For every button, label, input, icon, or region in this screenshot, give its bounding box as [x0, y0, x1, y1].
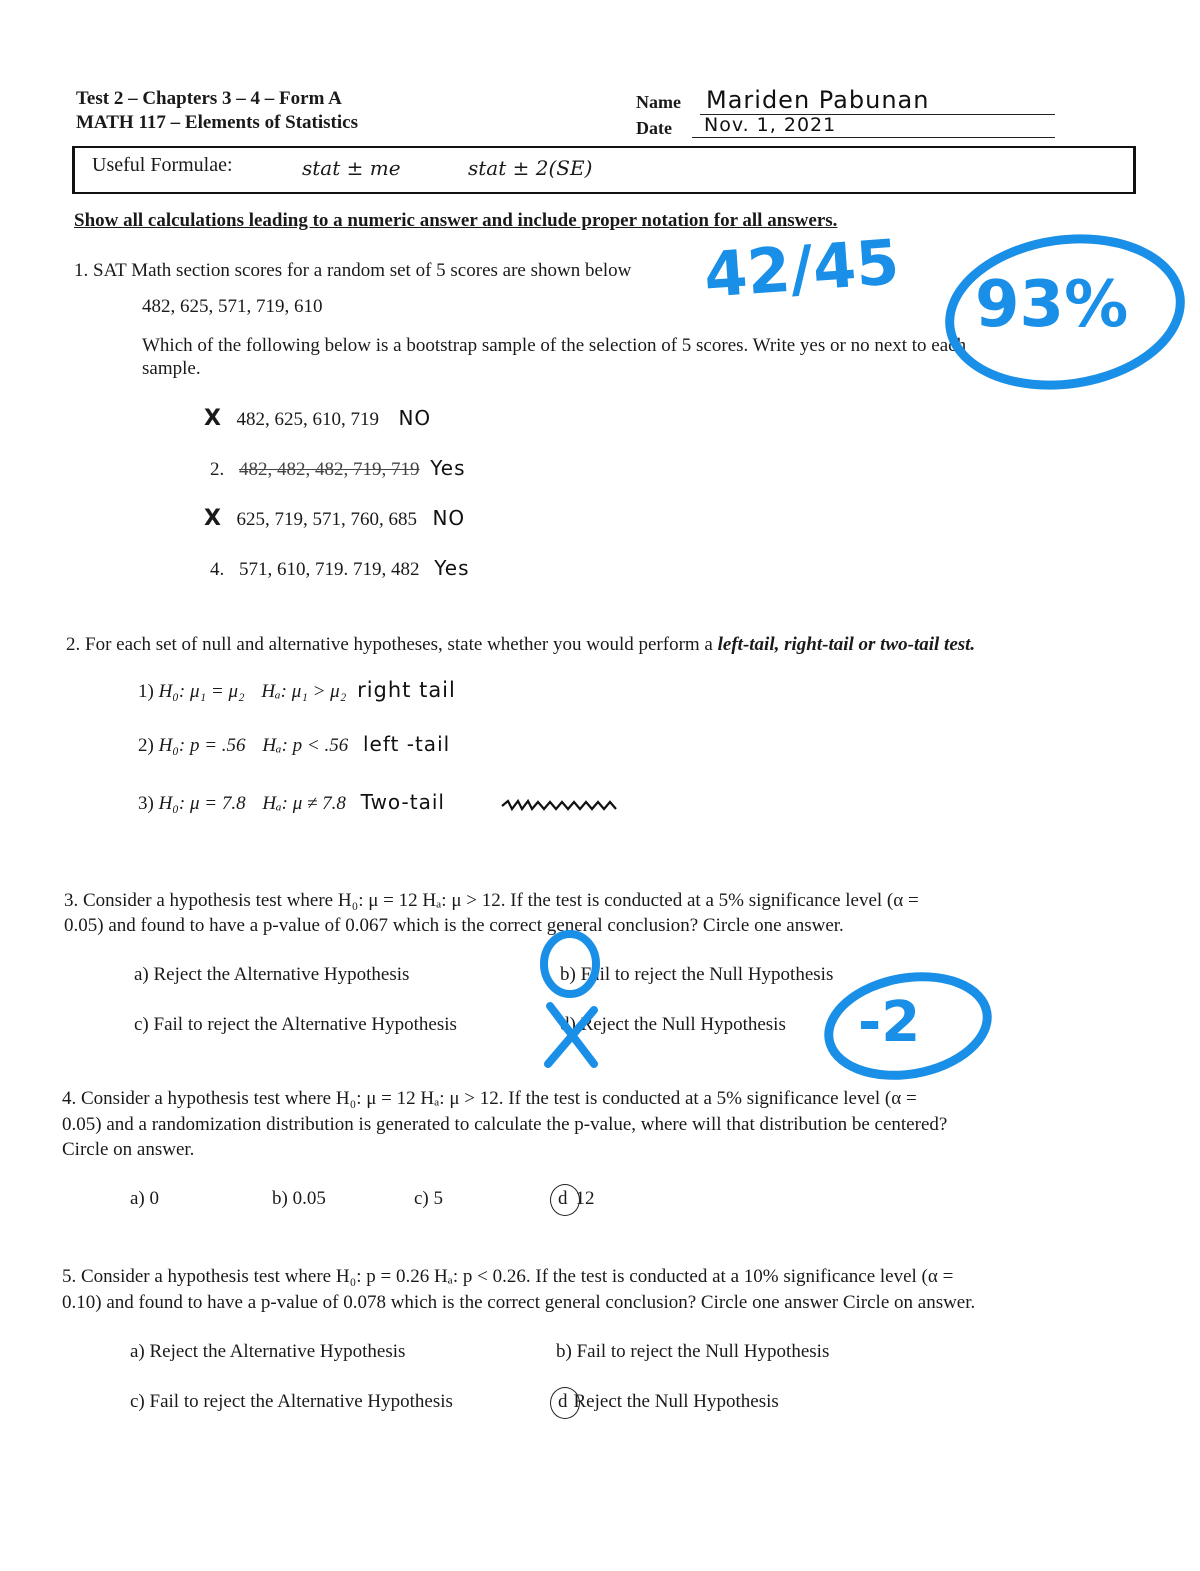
- q2-item-3-answer[interactable]: Two-tail: [360, 790, 445, 814]
- course-title: MATH 117 – Elements of Statistics: [76, 112, 358, 133]
- q2-text-emph: left-tail, right-tail or two-tail test.: [717, 634, 976, 655]
- q1-option-3-marker: X: [204, 506, 221, 531]
- q2-item-1-h0: H₀: μ₁ = μ₂: [158, 681, 245, 702]
- q4-option-b[interactable]: b) 0.05: [272, 1188, 326, 1209]
- q3-option-a[interactable]: a) Reject the Alternative Hypothesis: [134, 964, 410, 985]
- q5-option-d[interactable]: [554, 1391, 779, 1413]
- q5-option-b[interactable]: b) Fail to reject the Null Hypothesis: [556, 1341, 830, 1362]
- q1-text: 1. SAT Math section scores for a random set of 5 scores are shown below: [74, 260, 632, 281]
- q2-item-2-answer[interactable]: left -tail: [363, 732, 451, 756]
- test-title: Test 2 – Chapters 3 – 4 – Form A: [76, 88, 342, 109]
- q1-scores: 482, 625, 571, 719, 610: [142, 296, 323, 317]
- q1-option-1-answer[interactable]: NO: [398, 406, 432, 430]
- q1-option-1-values: 482, 625, 610, 719: [236, 409, 379, 430]
- formula-1: stat ± me: [302, 156, 401, 180]
- q4-option-a[interactable]: a) 0: [130, 1188, 160, 1209]
- q1-option-2-answer[interactable]: Yes: [430, 456, 466, 480]
- q4-line1: 4. Consider a hypothesis test where H₀: μ = 12 Hₐ: μ > 12. If the test is conducted at a 5% significance level (α =: [62, 1088, 917, 1109]
- q4-option-c[interactable]: c) 5: [414, 1188, 444, 1209]
- q3-line2: 0.05) and found to have a p-value of 0.067 which is the correct general conclusion? Circle one answer.: [64, 915, 844, 936]
- date-value[interactable]: Nov. 1, 2021: [704, 114, 837, 136]
- q2-item-2-ha: Hₐ: p < .56: [262, 735, 349, 756]
- formula-label: Useful Formulae:: [92, 154, 233, 176]
- q1-option-4-marker: 4.: [210, 559, 225, 580]
- q1-option-3: [204, 505, 465, 531]
- q1-option-4-answer[interactable]: Yes: [434, 556, 470, 580]
- q2-item-2: [138, 732, 450, 757]
- q2-item-1-ha: Hₐ: μ₁ > μ₂: [261, 681, 347, 702]
- q2-text-start: 2. For each set of null and alternative hypotheses, state whether you would perform a: [66, 634, 718, 655]
- q5-option-a[interactable]: a) Reject the Alternative Hypothesis: [130, 1341, 406, 1362]
- q1-option-2-marker: 2.: [210, 459, 225, 480]
- q2-item-1-answer[interactable]: right tail: [357, 678, 456, 702]
- q2-item-1-num: 1): [138, 681, 154, 702]
- q3-option-c[interactable]: c) Fail to reject the Alternative Hypothesis: [134, 1014, 457, 1035]
- q2-item-3-ha: Hₐ: μ ≠ 7.8: [262, 793, 346, 814]
- name-label: Name: [636, 92, 681, 112]
- formula-2: stat ± 2(SE): [468, 156, 593, 180]
- q2-item-1: [138, 678, 456, 703]
- q3-option-d[interactable]: d) Reject the Null Hypothesis: [560, 1014, 786, 1035]
- q2-item-3-num: 3): [138, 793, 154, 814]
- q4-option-d-value: 12: [575, 1188, 595, 1209]
- q5-option-c[interactable]: c) Fail to reject the Alternative Hypothesis: [130, 1391, 453, 1412]
- q1-option-1: [204, 405, 431, 431]
- q1-option-4-values: 571, 610, 719. 719, 482: [239, 559, 420, 580]
- q5-option-d-letter: d: [558, 1391, 568, 1412]
- q1-option-2: [210, 456, 466, 481]
- scribble-mark: [500, 798, 620, 812]
- q1-option-4: [210, 556, 470, 581]
- q4-option-d-letter: d: [558, 1188, 568, 1209]
- date-underline: [692, 137, 1055, 138]
- grade-deduction: -2: [858, 990, 921, 1055]
- q1-option-1-marker: X: [204, 406, 221, 431]
- q3-wrong-mark: [536, 924, 606, 1074]
- grade-score: 42/45: [701, 225, 902, 312]
- q2-item-2-num: 2): [138, 735, 154, 756]
- q4-line3: Circle on answer.: [62, 1139, 195, 1160]
- q1-prompt-2: sample.: [142, 358, 201, 379]
- q5-option-d-text: Reject the Null Hypothesis: [573, 1391, 779, 1412]
- q3-line1: 3. Consider a hypothesis test where H₀: μ = 12 Hₐ: μ > 12. If the test is conducted at a 5% significance level (α =: [64, 890, 919, 911]
- q4-option-d[interactable]: [554, 1188, 595, 1210]
- q2-item-3-h0: H₀: μ = 7.8: [158, 793, 246, 814]
- instructions: Show all calculations leading to a numeric answer and include proper notation for all answers.: [74, 210, 838, 231]
- q1-option-3-values: 625, 719, 571, 760, 685: [236, 509, 417, 530]
- date-label: Date: [636, 118, 672, 138]
- q5-line2: 0.10) and found to have a p-value of 0.078 which is the correct general conclusion? Circle one answer Circle on answer.: [62, 1292, 976, 1313]
- scribble-icon: [500, 798, 620, 812]
- q2-item-2-h0: H₀: p = .56: [158, 735, 246, 756]
- grade-percent: 93%: [975, 268, 1129, 342]
- q3-wrong-mark-icon: [536, 924, 606, 1074]
- q1-option-3-answer[interactable]: NO: [432, 506, 466, 530]
- q4-line2: 0.05) and a randomization distribution is generated to calculate the p-value, where will that distribution be centered?: [62, 1114, 948, 1135]
- q2-item-3: [138, 790, 445, 815]
- q5-line1: 5. Consider a hypothesis test where H₀: p = 0.26 Hₐ: p < 0.26. If the test is conducted at a 10% significance level (α =: [62, 1266, 954, 1287]
- q3-option-b[interactable]: b) Fail to reject the Null Hypothesis: [560, 964, 834, 985]
- q1-prompt: Which of the following below is a bootstrap sample of the selection of 5 scores. Write yes or no next to each: [142, 335, 967, 356]
- name-value[interactable]: Mariden Pabunan: [706, 86, 930, 114]
- q1-option-2-values: 482, 482, 482, 719, 719: [239, 459, 420, 480]
- q2-text: [66, 634, 975, 656]
